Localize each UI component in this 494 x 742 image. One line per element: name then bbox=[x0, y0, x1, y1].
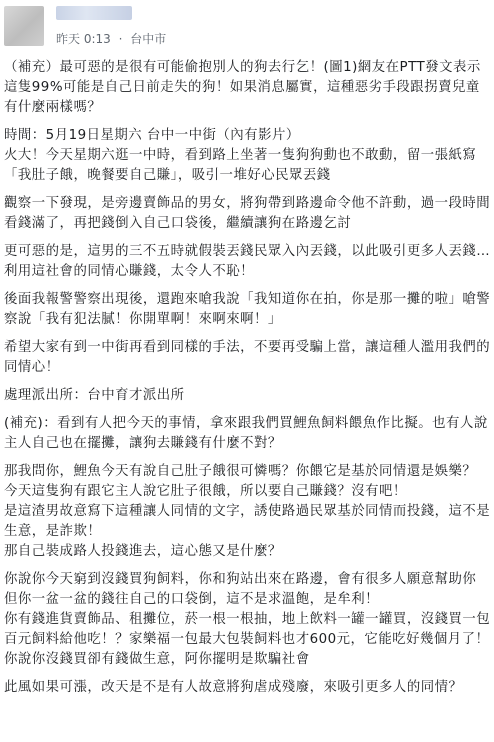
post-paragraph: 希望大家有到一中街再看到同樣的手法，不要再受騙上當，讓這種人濫用我們的同情心！ bbox=[4, 340, 491, 375]
post-paragraph: 更可惡的是，這男的三不五時就假裝丟錢民眾入內丟錢，以此吸引更多人丟錢…利用這社會的同情心賺錢，太令人不恥！ bbox=[4, 244, 491, 279]
post-paragraph: 那我問你，鯉魚今天有說自己肚子餓很可憐嗎？你餵它是基於同情還是娛樂？ 今天這隻狗有跟它主人說它肚子很餓，所以要自己賺錢？沒有吧！ 是這渣男故意寫下這種讓人同情的文字，誘使路過民眾基於同情而投錢，這不是生意，是詐欺！ 那自己裝成路人投錢進去，這心態又是什麼？ bbox=[4, 464, 491, 559]
post-timestamp[interactable]: 昨天 0:13 bbox=[56, 32, 111, 46]
post-header bbox=[0, 0, 494, 56]
post-paragraph: (補充)：看到有人把今天的事情，拿來跟我們買鯉魚飼料餵魚作比擬。也有人說主人自己也在擺攤，讓狗去賺錢有什麼不對？ bbox=[4, 416, 488, 451]
post-location[interactable]: 台中市 bbox=[130, 32, 167, 46]
post-paragraph: 後面我報警警察出現後，還跑來嗆我說「我知道你在拍，你是那一攤的啦」嗆警察說「我有犯法膩！你開單啊！來啊來啊！」 bbox=[4, 292, 491, 327]
meta-separator: · bbox=[118, 32, 123, 46]
post-paragraph: 觀察一下發現，是旁邊賣飾品的男女，將狗帶到路邊命令他不許動，過一段時間看錢滿了，再把錢倒入自己口袋後，繼續讓狗在路邊乞討 bbox=[4, 196, 491, 231]
post-paragraph: 此風如果可漲，改天是不是有人故意將狗虐成殘廢，來吸引更多人的同情？ bbox=[4, 680, 463, 695]
post-meta bbox=[56, 30, 170, 47]
post-paragraph: 處理派出所：台中育才派出所 bbox=[4, 388, 185, 403]
post-paragraph: 時間：5月19日星期六 台中一中街（內有影片） 火大！今天星期六逛一中時，看到路上坐著一隻狗狗動也不敢動，留一張紙寫「我肚子餓，晚餐要自己賺」，吸引一堆好心民眾丟錢 bbox=[4, 128, 477, 183]
post-paragraph: （補充）最可惡的是很有可能偷抱別人的狗去行乞！(圖1)網友在PTT發文表示這隻99%可能是自己日前走失的狗！如果消息屬實，這種惡劣手段跟拐賣兒童有什麼兩樣嗎？ bbox=[4, 60, 481, 115]
post-body bbox=[4, 58, 492, 706]
author-name-blurred[interactable] bbox=[56, 6, 132, 20]
post-paragraph: 你說你今天窮到沒錢買狗飼料，你和狗站出來在路邊，會有很多人願意幫助你 但你一盆一盆的錢往自己的口袋倒，這不是求溫飽，是牟利！ 你有錢進貨賣飾品、租攤位，菸一根一根抽，地上飲料一罐一罐買，沒錢買一包百元飼料給他吃！？家樂福一包最大包裝飼料也才600元，它能吃好幾個月了！你說你沒錢買卻有錢做生意，阿你擺明是欺騙社會 bbox=[4, 572, 491, 667]
author-avatar[interactable] bbox=[4, 6, 44, 46]
